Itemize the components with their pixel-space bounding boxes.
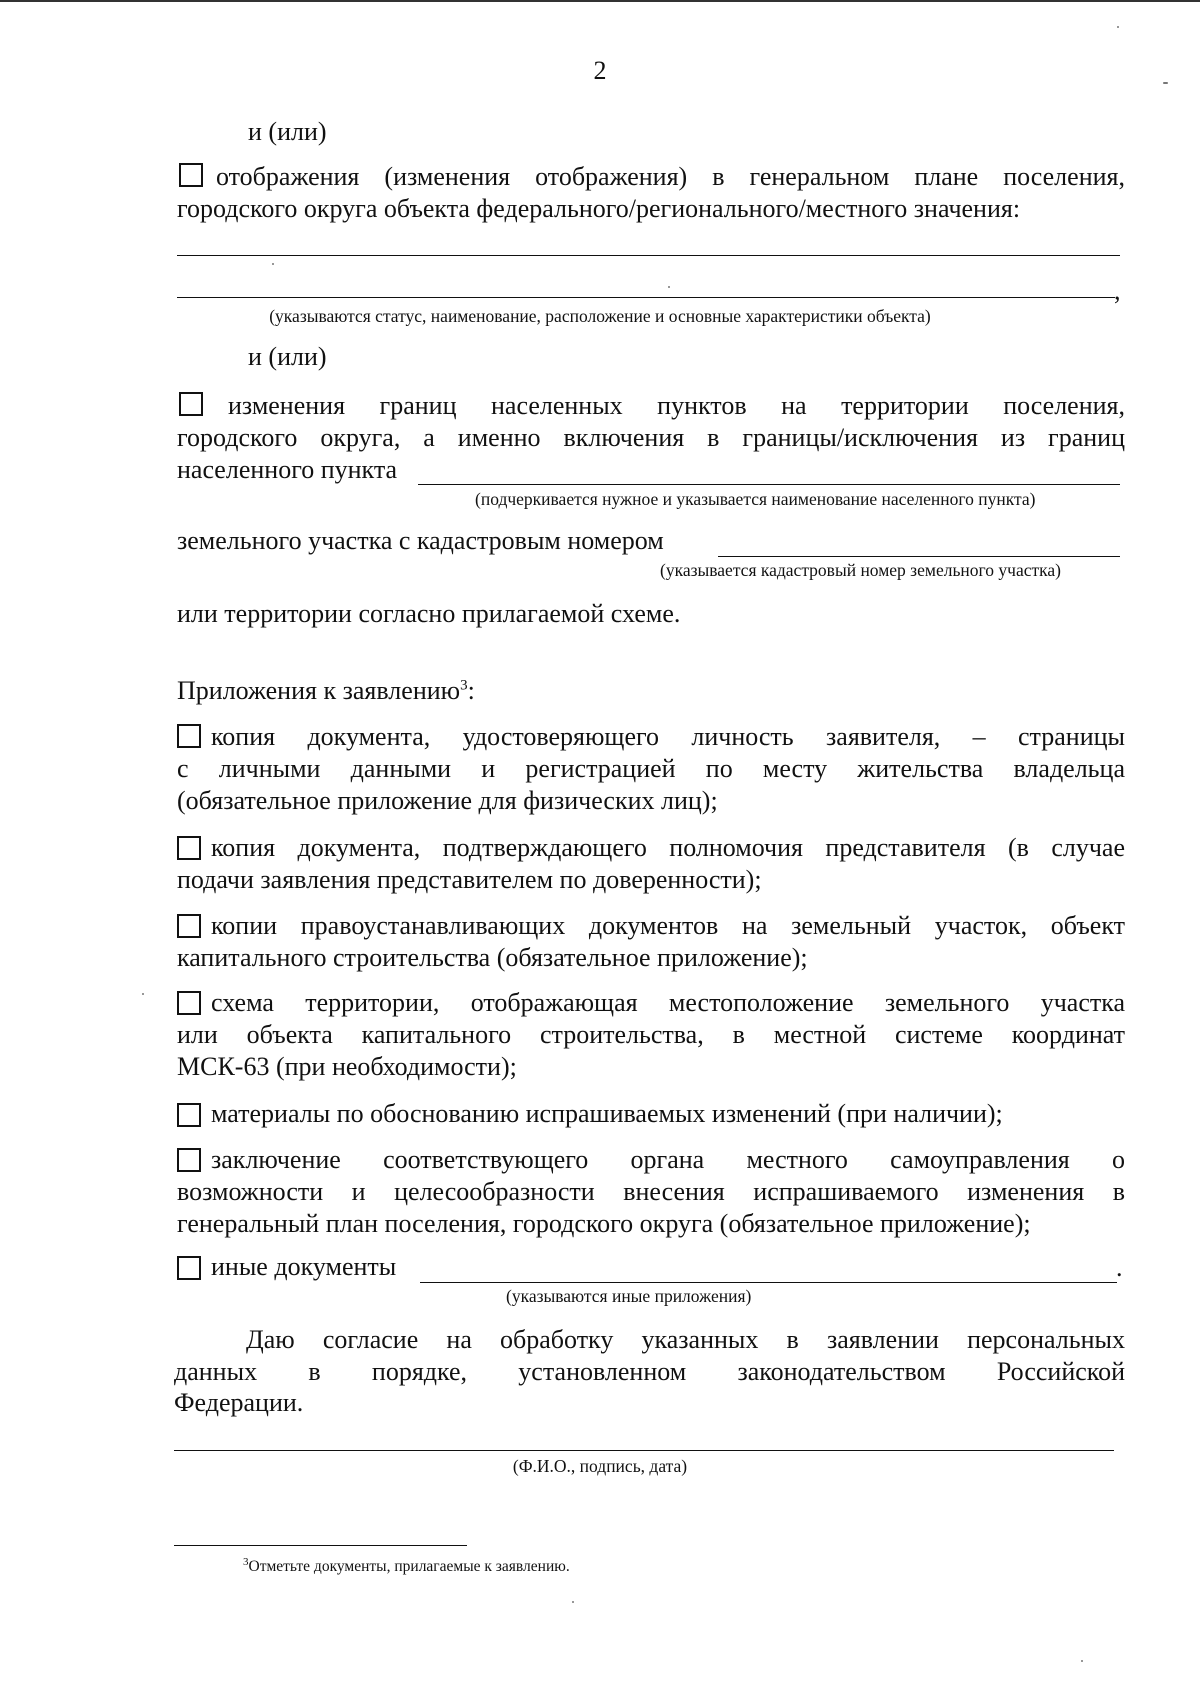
settlement-hint: (подчеркивается нужное и указывается наименование населенного пункта) bbox=[475, 489, 1036, 509]
consent-line-1: Даю согласие на обработку указанных в заявлении персональных bbox=[246, 1325, 1125, 1354]
signature-line[interactable] bbox=[174, 1450, 1114, 1451]
settlement-boundaries-line-2: городского округа, а именно включения в границы/исключения из границ bbox=[177, 423, 1125, 452]
checkbox-other-documents[interactable] bbox=[177, 1256, 201, 1280]
attachments-heading-text: Приложения к заявлению bbox=[177, 676, 461, 705]
footnote-separator bbox=[174, 1545, 467, 1546]
object-hint: (указываются статус, наименование, расположение и основные характеристики объекта) bbox=[269, 306, 931, 326]
settlement-name-input[interactable] bbox=[418, 484, 1120, 485]
scan-speck bbox=[272, 263, 274, 265]
attachments-heading bbox=[177, 676, 475, 706]
consent-line-2: данных в порядке, установленном законодательством Российской bbox=[174, 1357, 1125, 1386]
checkbox-general-plan-object[interactable] bbox=[179, 163, 203, 187]
identity-document-line-1: копия документа, удостоверяющего личность заявителя, – страницы bbox=[211, 722, 1125, 751]
territory-scheme-line-2: или объекта капитального строительства, в местной системе координат bbox=[177, 1020, 1125, 1049]
checkbox-title-documents[interactable] bbox=[177, 914, 201, 938]
cadastral-number-input[interactable] bbox=[718, 556, 1120, 557]
page-number: 2 bbox=[593, 56, 607, 85]
scan-speck bbox=[142, 993, 144, 995]
footnote-text: Отметьте документы, прилагаемые к заявлению. bbox=[248, 1558, 570, 1576]
scan-speck bbox=[572, 1601, 574, 1603]
cadastral-label: земельного участка с кадастровым номером bbox=[177, 526, 664, 555]
attachments-heading-colon: : bbox=[467, 676, 475, 705]
title-documents-line-1: копии правоустанавливающих документов на земельный участок, объект bbox=[211, 911, 1125, 940]
settlement-boundaries-line-3: населенного пункта bbox=[177, 455, 398, 484]
footnote bbox=[243, 1556, 570, 1576]
checkbox-justification-materials[interactable] bbox=[177, 1103, 201, 1127]
representative-authority-line-1: копия документа, подтверждающего полномочия представителя (в случае bbox=[211, 833, 1125, 862]
checkbox-territory-scheme[interactable] bbox=[177, 991, 201, 1015]
representative-authority-line-2: подачи заявления представителем по доверенности); bbox=[177, 865, 762, 894]
other-documents-period: . bbox=[1116, 1253, 1123, 1282]
other-documents-hint: (указываются иные приложения) bbox=[506, 1286, 752, 1306]
scan-speck bbox=[1081, 1660, 1083, 1662]
other-documents-input[interactable] bbox=[420, 1282, 1117, 1283]
territory-scheme-line: или территории согласно прилагаемой схеме. bbox=[177, 599, 681, 628]
cadastral-hint: (указывается кадастровый номер земельного участка) bbox=[660, 560, 1061, 580]
scan-speck bbox=[1163, 82, 1168, 84]
identity-document-line-3: (обязательное приложение для физических лиц); bbox=[177, 786, 718, 815]
scan-edge bbox=[0, 0, 1200, 2]
conclusion-line-1: заключение соответствующего органа местного самоуправления о bbox=[211, 1145, 1125, 1174]
signature-hint: (Ф.И.О., подпись, дата) bbox=[512, 1456, 688, 1476]
footnote-ref-3: 3 bbox=[460, 677, 468, 694]
scan-speck bbox=[1117, 26, 1119, 28]
general-plan-object-line-2: городского округа объекта федерального/регионального/местного значения: bbox=[177, 194, 1021, 223]
footnote-mark: 3 bbox=[243, 1556, 249, 1568]
and-or-label-1: и (или) bbox=[248, 117, 327, 146]
object-input-line-2[interactable] bbox=[177, 297, 1115, 298]
conclusion-line-2: возможности и целесообразности внесения испрашиваемого изменения в bbox=[177, 1177, 1125, 1206]
and-or-label-2: и (или) bbox=[248, 342, 327, 371]
justification-materials-line: материалы по обоснованию испрашиваемых изменений (при наличии); bbox=[211, 1099, 1003, 1128]
checkbox-identity-document[interactable] bbox=[177, 724, 201, 748]
territory-scheme-line-3: МСК-63 (при необходимости); bbox=[177, 1052, 517, 1081]
checkbox-self-government-conclusion[interactable] bbox=[177, 1148, 201, 1172]
general-plan-object-line-1: отображения (изменения отображения) в генеральном плане поселения, bbox=[216, 162, 1125, 191]
scan-speck bbox=[668, 286, 670, 288]
consent-line-3: Федерации. bbox=[174, 1388, 304, 1417]
other-documents-label: иные документы bbox=[211, 1252, 397, 1281]
comma: , bbox=[1114, 276, 1121, 305]
settlement-boundaries-line-1: изменения границ населенных пунктов на территории поселения, bbox=[228, 391, 1125, 420]
identity-document-line-2: с личными данными и регистрацией по месту жительства владельца bbox=[177, 754, 1125, 783]
checkbox-settlement-boundaries[interactable] bbox=[179, 392, 203, 416]
conclusion-line-3: генеральный план поселения, городского округа (обязательное приложение); bbox=[177, 1209, 1031, 1238]
checkbox-representative-authority[interactable] bbox=[177, 836, 201, 860]
title-documents-line-2: капитального строительства (обязательное приложение); bbox=[177, 943, 808, 972]
object-input-line-1[interactable] bbox=[177, 255, 1120, 256]
territory-scheme-line-1: схема территории, отображающая местоположение земельного участка bbox=[211, 988, 1125, 1017]
